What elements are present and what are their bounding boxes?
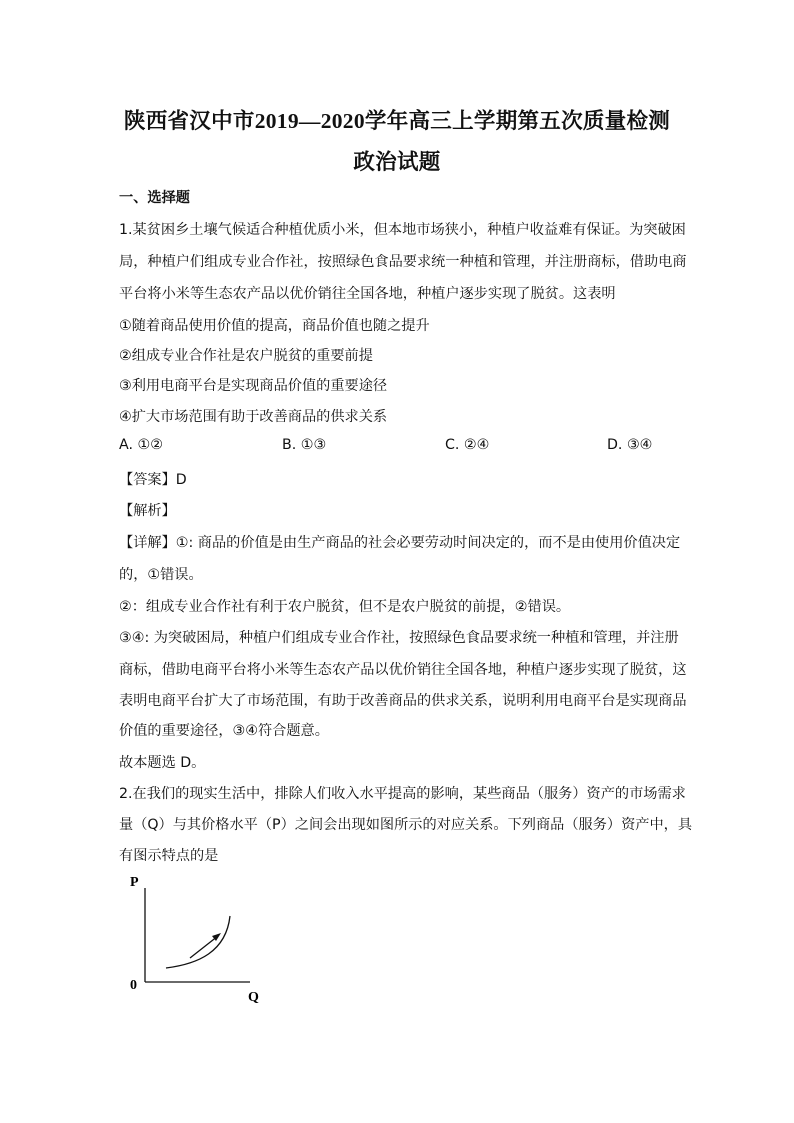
page-title-line-1: 陕西省汉中市2019—2020学年高三上学期第五次质量检测	[123, 109, 671, 133]
q1-analysis-line: 价值的重要途径，③④符合题意。	[119, 723, 329, 739]
q2-stem-line: 2.在我们的现实生活中，排除人们收入水平提高的影响，某些商品（服务）资产的市场需求	[119, 786, 686, 802]
q1-analysis-line: 故本题选 D。	[119, 755, 206, 771]
q1-answer: 【答案】D	[119, 472, 187, 488]
q1-analysis-line: 的，①错误。	[119, 567, 203, 583]
q1-analysis-line: 商标，借助电商平台将小米等生态农产品以优价销往全国各地，种植户逐步实现了脱贫，这	[119, 662, 687, 678]
q1-option-c: C. ②④	[445, 437, 490, 453]
q1-option-b: B. ①③	[282, 437, 327, 453]
q1-option-d: D. ③④	[607, 437, 653, 453]
q1-stem-line: 局，种植户们组成专业合作社，按照绿色食品要求统一种植和管理，并注册商标，借助电商	[119, 254, 687, 270]
q1-statement: ②组成专业合作社是农户脱贫的重要前提	[119, 348, 373, 364]
q1-analysis-line: ②：组成专业合作社有利于农户脱贫，但不是农户脱贫的前提，②错误。	[119, 599, 571, 615]
section-heading: 一、选择题	[119, 190, 190, 206]
x-axis-label: Q	[248, 990, 259, 1005]
direction-arrow-shaft	[190, 936, 218, 958]
page-title-line-2: 政治试题	[353, 150, 441, 174]
q2-stem-line: 量（Q）与其价格水平（P）之间会出现如图所示的对应关系。下列商品（服务）资产中，具	[119, 817, 693, 833]
y-axis-label: P	[130, 875, 139, 890]
q1-analysis-line: 【详解】①: 商品的价值是由生产商品的社会必要劳动时间决定的，而不是由使用价值决定	[119, 535, 681, 551]
q1-statement: ①随着商品使用价值的提高，商品价值也随之提升	[119, 318, 430, 334]
demand-curve	[166, 916, 230, 968]
q1-statement: ③利用电商平台是实现商品价值的重要途径	[119, 378, 388, 394]
q1-option-a: A. ①②	[119, 437, 163, 453]
q2-stem-line: 有图示特点的是	[119, 848, 219, 864]
q1-analysis-line: ③④: 为突破困局，种植户们组成专业合作社，按照绿色食品要求统一种植和管理，并注册	[119, 630, 679, 646]
q1-statement: ④扩大市场范围有助于改善商品的供求关系	[119, 409, 388, 425]
q1-stem-line: 1.某贫困乡土壤气候适合种植优质小米，但本地市场狭小，种植户收益难有保证。为突破困	[119, 222, 686, 238]
q2-demand-graph	[118, 870, 268, 1010]
q1-analysis-label: 【解析】	[119, 503, 176, 519]
q1-analysis-line: 表明电商平台扩大了市场范围，有助于改善商品的供求关系，说明利用电商平台是实现商品	[119, 693, 687, 709]
origin-label: 0	[130, 978, 137, 993]
q1-stem-line: 平台将小米等生态农产品以优价销往全国各地，种植户逐步实现了脱贫。这表明	[119, 286, 616, 302]
